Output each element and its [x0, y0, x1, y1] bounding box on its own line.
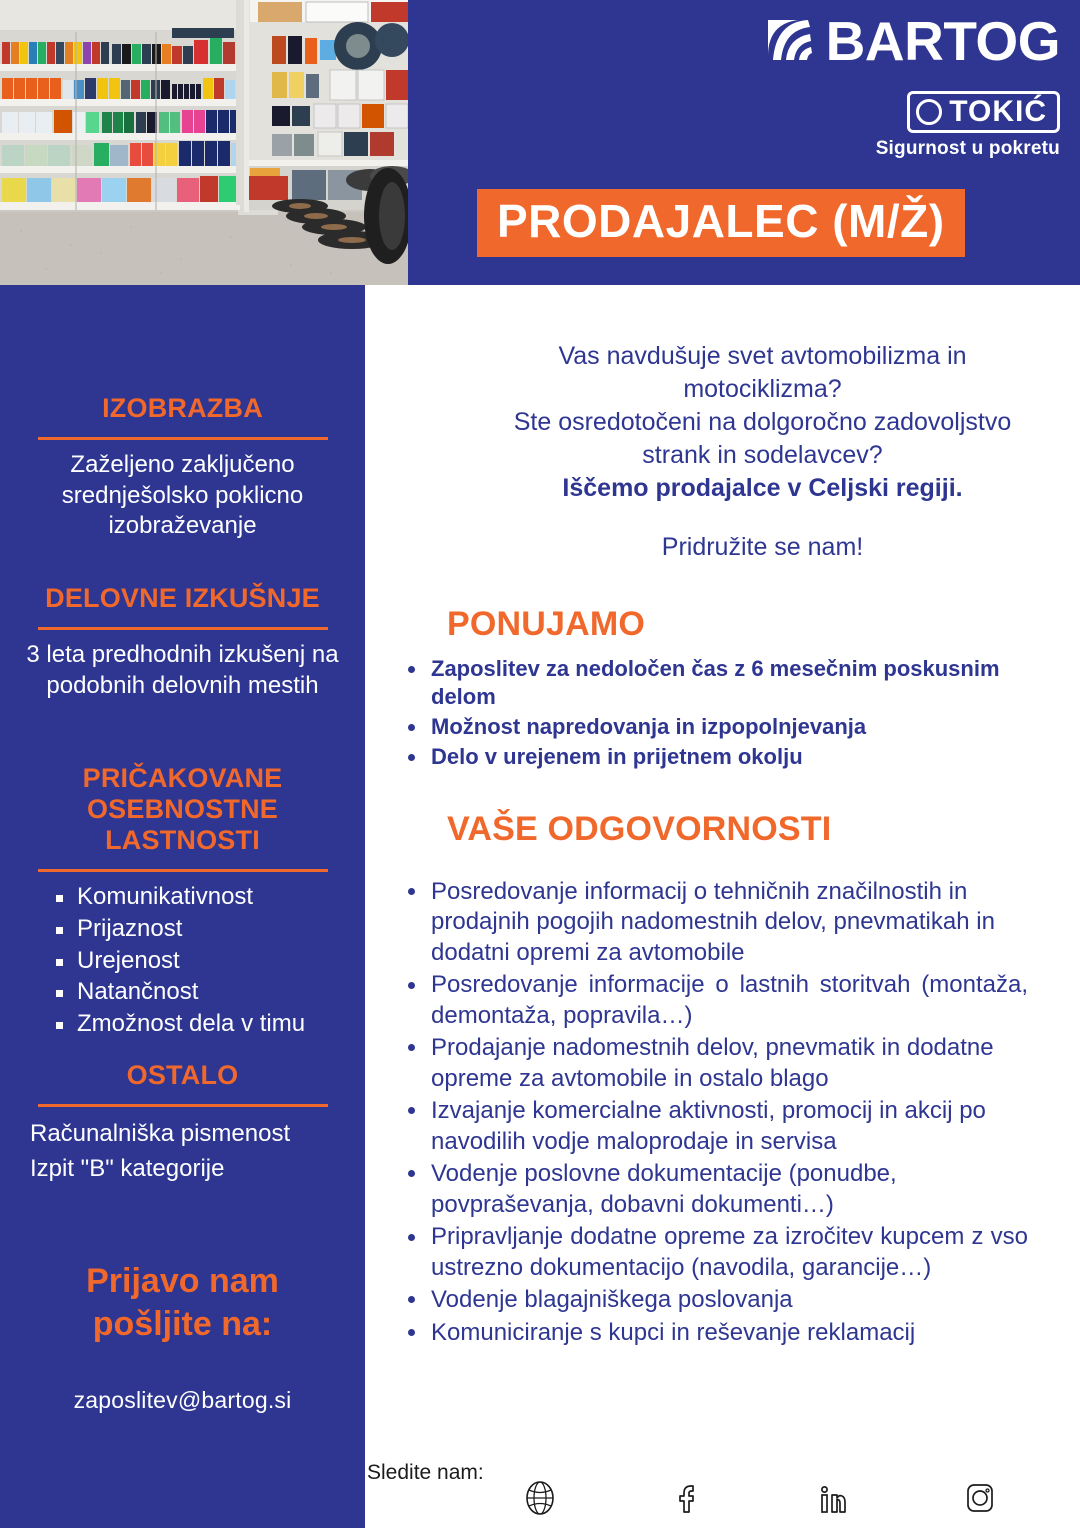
section-izobrazba — [0, 393, 365, 542]
list-item: Komuniciranje s kupci in reševanje reklamacij — [398, 1318, 1028, 1348]
linkedin-icon[interactable] — [813, 1478, 853, 1518]
responsibilities-list — [398, 877, 1028, 1350]
ostalo-line-2: Izpit "B" kategorije — [30, 1154, 225, 1182]
list-item: Natančnost — [52, 977, 365, 1007]
bartog-logo — [760, 10, 1060, 72]
bartog-swoosh-icon — [764, 16, 816, 68]
list-item: Možnost napredovanja in izpopolnjevanja — [398, 713, 1028, 741]
list-item: Izvajanje komercialne aktivnosti, promocij in akcij po navodilih vodje maloprodaje in servisa — [398, 1096, 1028, 1157]
list-item: Urejenost — [52, 946, 365, 976]
divider — [38, 869, 328, 872]
ostalo-line-1: Računalniška pismenost — [30, 1120, 291, 1148]
list-item: Vodenje poslovne dokumentacije (ponudbe, povpraševanja, dobavni dokumenti…) — [398, 1159, 1028, 1220]
intro-line-1: Vas navdušuje svet avtomobilizma in — [558, 342, 967, 370]
facebook-icon[interactable] — [667, 1478, 707, 1518]
tokic-wordmark: TOKIĆ — [949, 95, 1047, 128]
job-title-text: PRODAJALEC (M/Ž) — [497, 195, 945, 247]
lastnosti-heading-line-1: PRIČAKOVANE — [82, 763, 283, 793]
requirements-sidebar — [0, 285, 365, 1528]
list-item: Delo v urejenem in prijetnem okolju — [398, 743, 1028, 771]
tokic-badge — [907, 91, 1060, 133]
brand-block — [760, 10, 1060, 160]
section-osebnostne-lastnosti — [0, 763, 365, 1041]
bartog-wordmark: BARTOG — [825, 10, 1060, 72]
list-item: Pripravljanje dodatne opreme za izročitev kupcem z vso ustrezno dokumentacijo (navodila, garancije…) — [398, 1222, 1028, 1283]
tokic-logo — [760, 91, 1060, 160]
follow-us-label: Sledite nam: — [367, 1461, 484, 1484]
intro-line-6: Pridružite se nam! — [661, 533, 864, 561]
apply-block — [0, 1260, 365, 1414]
globe-website-icon[interactable] — [520, 1478, 560, 1518]
ostalo-heading: OSTALO — [126, 1060, 239, 1090]
intro-line-4: strank in sodelavcev? — [642, 441, 883, 469]
social-links-row — [520, 1478, 1000, 1518]
section-ostalo — [0, 1060, 365, 1187]
delovne-izkusnje-body: 3 leta predhodnih izkušenj na podobnih delovnih mestih — [26, 641, 339, 699]
tokic-circle-icon — [916, 99, 942, 125]
instagram-icon[interactable] — [960, 1478, 1000, 1518]
delovne-izkusnje-heading: DELOVNE IZKUŠNJE — [45, 583, 320, 613]
offer-heading — [447, 605, 645, 644]
lastnosti-list — [0, 882, 365, 1039]
store-interior-photo — [0, 0, 408, 285]
intro-line-2: motociklizma? — [683, 375, 842, 403]
intro-paragraph — [365, 340, 1080, 564]
intro-line-3: Ste osredotočeni na dolgoročno zadovoljstvo — [513, 408, 1012, 436]
list-item: Zmožnost dela v timu — [52, 1009, 365, 1039]
job-title-banner — [477, 189, 965, 257]
list-item: Posredovanje informacij o tehničnih značilnostih in prodajnih pogojih nadomestnih delov, pnevmatikah in dodatni opremi za avtomobile — [398, 877, 1028, 968]
list-item: Vodenje blagajniškega poslovanja — [398, 1285, 1028, 1315]
offer-heading-text: PONUJAMO — [447, 605, 646, 643]
responsibilities-heading — [447, 810, 831, 849]
main-content-panel — [365, 285, 1080, 1528]
divider — [38, 437, 328, 440]
divider — [38, 627, 328, 630]
divider — [38, 1104, 328, 1107]
list-item: Zaposlitev za nedoločen čas z 6 mesečnim poskusnim delom — [398, 655, 1028, 711]
tokic-tagline: Sigurnost u pokretu — [875, 138, 1060, 159]
list-item: Prodajanje nadomestnih delov, pnevmatik in dodatne opreme za avtomobile in ostalo blago — [398, 1033, 1028, 1094]
section-delovne-izkusnje — [0, 583, 365, 701]
offer-list — [398, 655, 1028, 773]
izobrazba-body: Zaželjeno zaključeno srednješolsko poklicno izobraževanje — [61, 451, 304, 540]
list-item: Posredovanje informacije o lastnih storitvah (montaža, demontaža, popravila…) — [398, 970, 1028, 1031]
lastnosti-heading-line-2: OSEBNOSTNE LASTNOSTI — [86, 794, 279, 856]
list-item: Prijaznost — [52, 914, 365, 944]
izobrazba-heading: IZOBRAZBA — [102, 393, 263, 423]
apply-email[interactable]: zaposlitev@bartog.si — [73, 1387, 292, 1413]
apply-heading: Prijavo nam pošljite na: — [86, 1262, 279, 1343]
responsibilities-heading-text: VAŠE ODGOVORNOSTI — [447, 810, 832, 848]
list-item: Komunikativnost — [52, 882, 365, 912]
intro-line-5-bold: Iščemo prodajalce v Celjski regiji. — [562, 474, 963, 502]
